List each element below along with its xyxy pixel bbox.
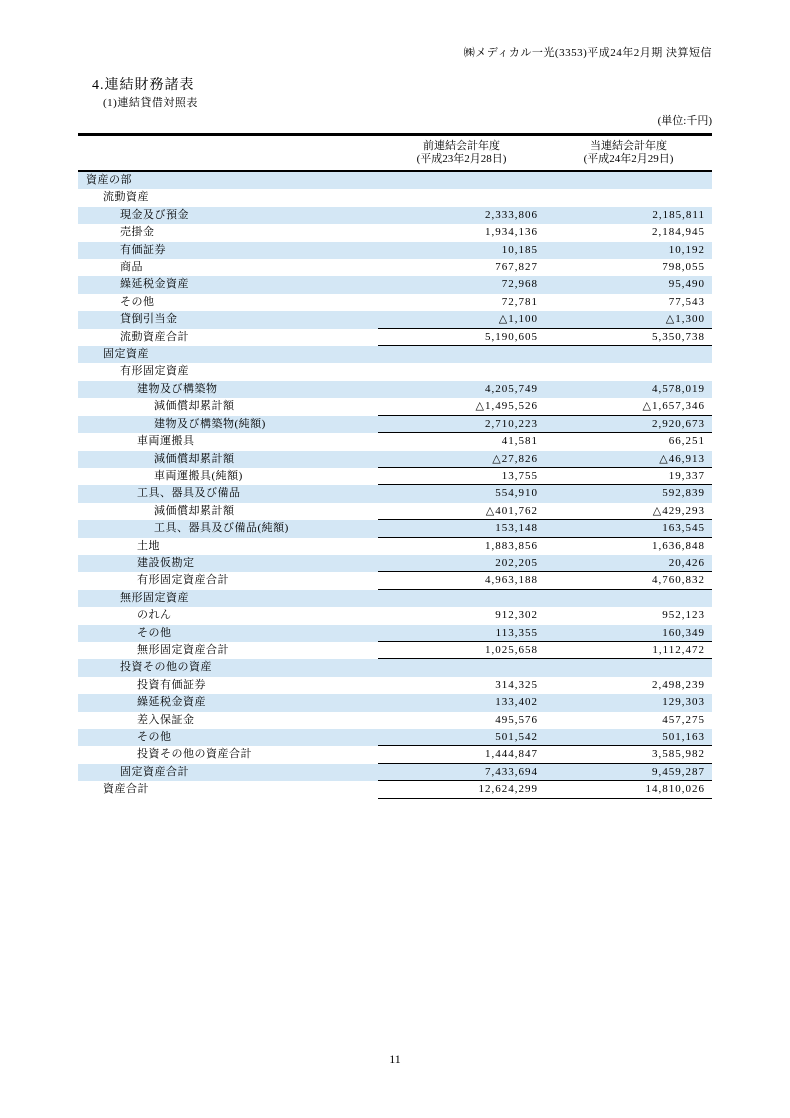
row-label: 差入保証金 — [137, 713, 195, 726]
row-label: 建物及び構築物(純額) — [154, 417, 266, 430]
value-prev-year: 2,333,806 — [485, 208, 538, 221]
value-current-year: 798,055 — [662, 261, 705, 274]
row-label: 繰延税金資産 — [137, 696, 206, 709]
value-current-year — [545, 189, 712, 206]
value-prev-year: 4,205,749 — [485, 382, 538, 395]
table-row — [78, 207, 712, 224]
table-row — [78, 677, 712, 694]
value-current-year — [545, 659, 712, 676]
table-row — [78, 729, 712, 746]
column-header-prev-year — [378, 140, 545, 166]
row-label: 投資その他の資産合計 — [137, 748, 252, 761]
value-prev-year: 5,190,605 — [378, 329, 545, 346]
row-label: 投資有価証券 — [137, 678, 206, 691]
row-label: 投資その他の資産 — [120, 661, 212, 674]
value-prev-year — [378, 346, 545, 363]
value-current-year: 14,810,026 — [545, 781, 712, 798]
table-row — [78, 538, 712, 555]
value-prev-year: △1,495,526 — [378, 398, 545, 415]
value-current-year: 163,545 — [545, 520, 712, 537]
table-row — [78, 381, 712, 398]
table-row — [78, 346, 712, 363]
value-prev-year: 501,542 — [378, 729, 545, 746]
value-current-year: 1,112,472 — [545, 642, 712, 659]
row-label: その他 — [137, 731, 172, 743]
table-row — [78, 746, 712, 763]
value-prev-year: 72,968 — [501, 278, 538, 291]
value-prev-year: 72,781 — [501, 295, 538, 308]
row-label: 有形固定資産 — [120, 365, 189, 378]
table-body — [78, 172, 712, 799]
row-label: 流動資産合計 — [120, 330, 189, 343]
value-current-year — [545, 363, 712, 380]
table-row — [78, 329, 712, 346]
table-row — [78, 520, 712, 537]
value-current-year: 160,349 — [545, 625, 712, 642]
row-label: 建物及び構築物 — [137, 382, 218, 395]
value-current-year: 1,636,848 — [652, 539, 705, 552]
row-label: のれん — [137, 609, 172, 622]
value-prev-year — [378, 590, 545, 607]
value-prev-year — [378, 659, 545, 676]
value-prev-year: 13,755 — [378, 468, 545, 485]
value-prev-year: △27,826 — [378, 451, 545, 468]
table-row — [78, 712, 712, 729]
table-row — [78, 433, 712, 450]
value-current-year — [545, 590, 712, 607]
value-current-year: 501,163 — [545, 729, 712, 746]
table-row — [78, 764, 712, 781]
row-label: 資産合計 — [103, 783, 149, 796]
value-prev-year: 554,910 — [495, 487, 538, 500]
value-current-year: 5,350,738 — [545, 329, 712, 346]
table-row — [78, 259, 712, 276]
row-label: 無形固定資産 — [120, 591, 189, 604]
value-current-year: 2,920,673 — [545, 416, 712, 433]
value-current-year: 4,578,019 — [652, 382, 705, 395]
row-label: 土地 — [137, 539, 160, 552]
value-current-year: 2,184,945 — [652, 226, 705, 239]
value-current-year: △429,293 — [545, 503, 712, 520]
table-row — [78, 625, 712, 642]
row-label: 貸倒引当金 — [120, 313, 178, 326]
table-header-row — [78, 136, 712, 172]
table-row — [78, 572, 712, 589]
row-label: 車両運搬具 — [137, 435, 195, 448]
table-row — [78, 590, 712, 607]
value-prev-year: 767,827 — [495, 261, 538, 274]
value-current-year: 20,426 — [545, 555, 712, 572]
table-row — [78, 607, 712, 624]
row-label: 現金及び預金 — [120, 208, 189, 221]
value-current-year: 4,760,832 — [545, 572, 712, 589]
page-number: 11 — [389, 1052, 401, 1066]
table-row — [78, 555, 712, 572]
column-header-current-date: (平成24年2月29日) — [583, 153, 674, 165]
column-header-prev-date: (平成23年2月28日) — [416, 153, 507, 165]
table-row — [78, 416, 712, 433]
row-label: 固定資産 — [103, 348, 149, 361]
value-current-year: 2,498,239 — [652, 678, 705, 691]
value-prev-year: 912,302 — [495, 609, 538, 622]
table-row — [78, 294, 712, 311]
column-header-current-title: 当連結会計年度 — [590, 140, 667, 152]
row-label: 工具、器具及び備品(純額) — [154, 522, 289, 535]
table-row — [78, 451, 712, 468]
value-current-year: 592,839 — [662, 487, 705, 500]
table-row — [78, 311, 712, 328]
table-row — [78, 172, 712, 189]
value-current-year: 952,123 — [662, 609, 705, 622]
document-header-note: ㈱メディカル一光(3353)平成24年2月期 決算短信 — [463, 47, 712, 59]
value-prev-year: 314,325 — [495, 678, 538, 691]
row-label: 無形固定資産合計 — [137, 643, 229, 656]
value-prev-year — [378, 172, 545, 189]
row-label: その他 — [120, 295, 155, 308]
value-prev-year: 1,025,658 — [378, 642, 545, 659]
value-current-year: △46,913 — [545, 451, 712, 468]
row-label: 建設仮勘定 — [137, 556, 195, 569]
value-prev-year: 4,963,188 — [378, 572, 545, 589]
row-label: 固定資産合計 — [120, 765, 189, 778]
value-current-year: 19,337 — [545, 468, 712, 485]
row-label: 減価償却累計額 — [154, 452, 235, 465]
value-prev-year: 7,433,694 — [378, 764, 545, 781]
table-row — [78, 224, 712, 241]
value-prev-year: 202,205 — [378, 555, 545, 572]
row-label: 繰延税金資産 — [120, 278, 189, 291]
row-label: 有価証券 — [120, 243, 166, 256]
row-label: その他 — [137, 626, 172, 639]
value-current-year: 95,490 — [668, 278, 705, 291]
value-current-year: 3,585,982 — [545, 746, 712, 763]
value-prev-year: 1,883,856 — [485, 539, 538, 552]
value-current-year: 66,251 — [668, 435, 705, 448]
value-current-year: 457,275 — [662, 713, 705, 726]
value-current-year: 10,192 — [668, 243, 705, 256]
value-current-year: 129,303 — [662, 696, 705, 709]
row-label: 流動資産 — [103, 191, 149, 204]
table-row — [78, 485, 712, 502]
value-prev-year: 12,624,299 — [378, 781, 545, 798]
value-current-year: 9,459,287 — [545, 764, 712, 781]
table-row — [78, 189, 712, 206]
value-prev-year — [378, 363, 545, 380]
value-current-year — [545, 346, 712, 363]
row-label: 有形固定資産合計 — [137, 574, 229, 587]
row-label: 商品 — [120, 261, 143, 274]
column-header-current-year — [545, 140, 712, 166]
balance-sheet-table — [78, 133, 712, 799]
table-row — [78, 468, 712, 485]
value-prev-year: 1,934,136 — [485, 226, 538, 239]
row-label: 減価償却累計額 — [154, 504, 235, 517]
column-header-prev-title: 前連結会計年度 — [423, 140, 500, 152]
value-prev-year — [378, 189, 545, 206]
value-prev-year: △401,762 — [378, 503, 545, 520]
value-current-year: △1,657,346 — [545, 398, 712, 415]
value-prev-year: 1,444,847 — [378, 746, 545, 763]
value-current-year: 77,543 — [668, 295, 705, 308]
table-row — [78, 659, 712, 676]
value-current-year: △1,300 — [545, 311, 712, 328]
row-label: 減価償却累計額 — [154, 400, 235, 413]
value-prev-year: 153,148 — [378, 520, 545, 537]
unit-label: (単位:千円) — [657, 115, 712, 127]
section-title: 4.連結財務諸表 — [92, 78, 195, 93]
table-row — [78, 642, 712, 659]
table-row — [78, 398, 712, 415]
table-row — [78, 781, 712, 798]
value-prev-year: 133,402 — [495, 696, 538, 709]
table-row — [78, 503, 712, 520]
subsection-title: (1)連結貸借対照表 — [103, 97, 198, 109]
row-label: 車両運搬具(純額) — [154, 469, 243, 482]
value-prev-year: 10,185 — [501, 243, 538, 256]
value-prev-year: △1,100 — [378, 311, 545, 328]
table-row — [78, 276, 712, 293]
value-current-year — [545, 172, 712, 189]
table-row — [78, 242, 712, 259]
value-prev-year: 495,576 — [495, 713, 538, 726]
value-prev-year: 2,710,223 — [378, 416, 545, 433]
value-prev-year: 113,355 — [378, 625, 545, 642]
value-prev-year: 41,581 — [501, 435, 538, 448]
row-label: 売掛金 — [120, 226, 155, 239]
value-current-year: 2,185,811 — [652, 208, 705, 221]
row-label: 資産の部 — [86, 174, 132, 186]
row-label: 工具、器具及び備品 — [137, 487, 241, 500]
table-row — [78, 694, 712, 711]
table-row — [78, 363, 712, 380]
